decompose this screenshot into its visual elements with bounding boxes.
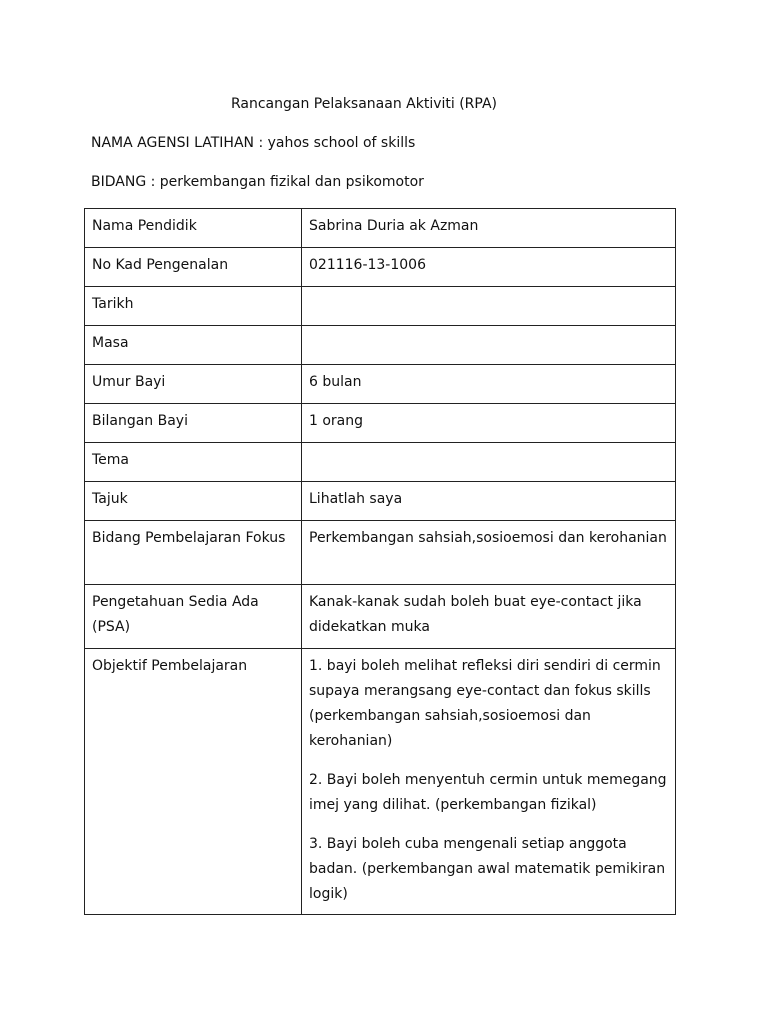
table-row xyxy=(85,404,676,443)
row-value: 021116-13-1006 xyxy=(302,248,676,287)
row-label: No Kad Pengenalan xyxy=(85,248,302,287)
objectives-label: Objektif Pembelajaran xyxy=(85,649,302,915)
objectives-list xyxy=(302,649,676,915)
objective-item: 2. Bayi boleh menyentuh cermin untuk memegang imej yang dilihat. (perkembangan fizikal) xyxy=(309,772,667,813)
objective-item: 1. bayi boleh melihat refleksi diri sendiri di cermin supaya merangsang eye-contact dan fokus skills (perkembangan sahsiah,sosioemosi dan kerohanian) xyxy=(309,658,661,749)
agency-line: NAMA AGENSI LATIHAN : yahos school of skills xyxy=(91,135,416,151)
row-label: Pengetahuan Sedia Ada (PSA) xyxy=(85,585,302,649)
row-value: Lihatlah saya xyxy=(302,482,676,521)
row-label: Tema xyxy=(85,443,302,482)
row-label: Bidang Pembelajaran Fokus xyxy=(85,521,302,585)
row-label: Umur Bayi xyxy=(85,365,302,404)
table-row xyxy=(85,585,676,649)
table-row xyxy=(85,482,676,521)
row-label: Masa xyxy=(85,326,302,365)
objective-item: 3. Bayi boleh cuba mengenali setiap anggota badan. (perkembangan awal matematik pemikiran logik) xyxy=(309,836,666,902)
field-line: BIDANG : perkembangan fizikal dan psikomotor xyxy=(91,174,424,190)
row-value xyxy=(302,443,676,482)
table-row xyxy=(85,521,676,585)
row-value: 1 orang xyxy=(302,404,676,443)
row-label: Tajuk xyxy=(85,482,302,521)
table-row xyxy=(85,365,676,404)
table-row xyxy=(85,209,676,248)
row-value: Perkembangan sahsiah,sosioemosi dan kerohanian xyxy=(302,521,676,585)
table-row xyxy=(85,287,676,326)
row-value: 6 bulan xyxy=(302,365,676,404)
row-label: Bilangan Bayi xyxy=(85,404,302,443)
row-value xyxy=(302,287,676,326)
row-label: Nama Pendidik xyxy=(85,209,302,248)
row-label: Tarikh xyxy=(85,287,302,326)
table-row xyxy=(85,326,676,365)
row-value: Sabrina Duria ak Azman xyxy=(302,209,676,248)
row-value: Kanak-kanak sudah boleh buat eye-contact jika didekatkan muka xyxy=(302,585,676,649)
rpa-table xyxy=(84,208,676,915)
table-row xyxy=(85,248,676,287)
row-value xyxy=(302,326,676,365)
document-title: Rancangan Pelaksanaan Aktiviti (RPA) xyxy=(230,96,497,112)
objectives-row xyxy=(85,649,676,915)
table-row xyxy=(85,443,676,482)
